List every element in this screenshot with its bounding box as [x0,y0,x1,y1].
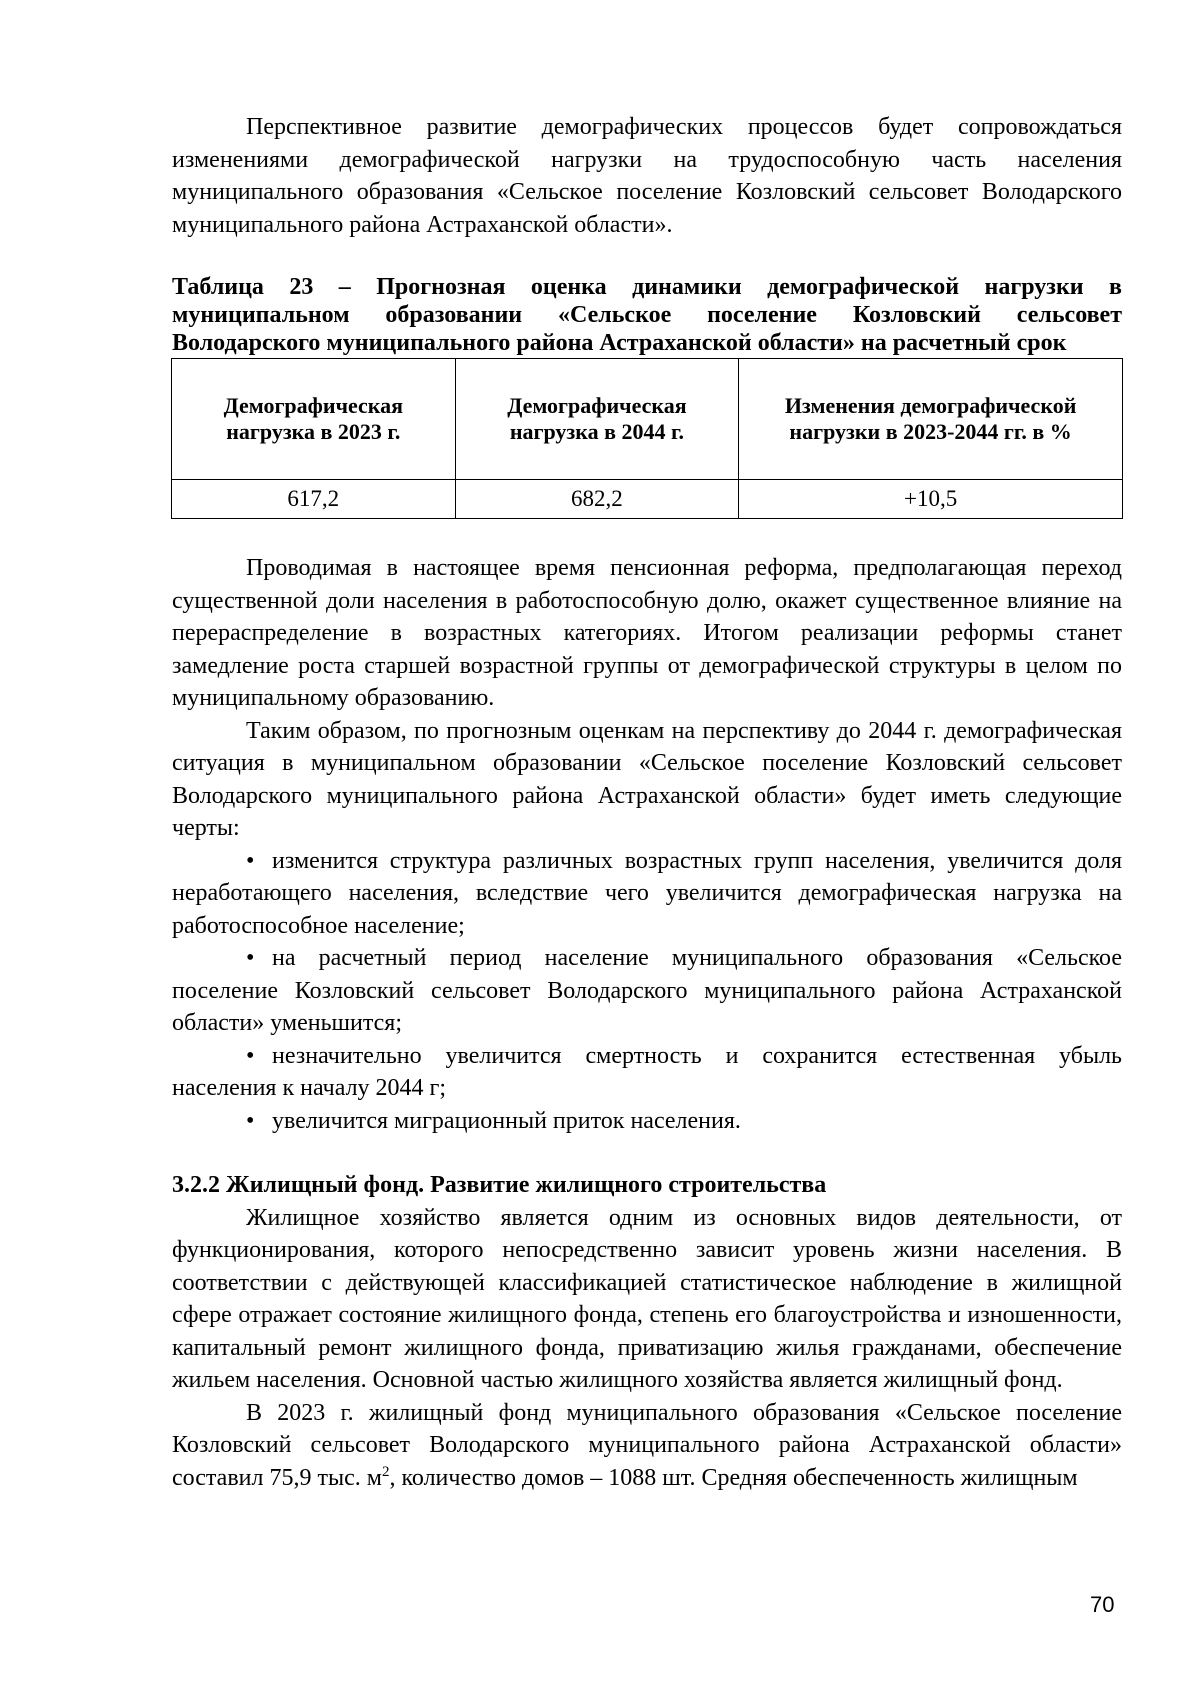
reform-paragraph: Проводимая в настоящее время пенсионная реформа, предполагающая переход существенной доли населения в работоспособную долю, окажет существенное влияние на перераспределение в возрастных категориях. Итогом реализации реформы станет замедление роста старшей возрастной группы от демографической структуры в целом по муниципальному образованию. [172,555,1122,711]
table-header-cell: Демографическая нагрузка в 2044 г. [455,359,739,480]
list-item [172,845,1122,943]
forecast-paragraph: Таким образом, по прогнозным оценкам на перспективу до 2044 г. демографическая ситуация в муниципальном образовании «Сельское поселение Козловский сельсовет Володарского муниципального района Астраханской области» будет иметь следующие черты: [172,717,1122,841]
list-item-text: изменится структура различных возрастных групп населения, увеличится доля неработающего населения, вследствие чего увеличится демографическая нагрузка на работоспособное население; [172,847,1122,939]
intro-paragraph: Перспективное развитие демографических процессов будет сопровождаться изменениями демографической нагрузки на трудоспособную часть населения муниципального образования «Сельское поселение Козловский сельсовет Володарского муниципального района Астраханской области». [172,114,1122,238]
table-row [172,480,1123,519]
demographic-load-table [171,358,1123,519]
housing-stock-text: В 2023 г. жилищный фонд муниципального образования «Сельское поселение Козловский сельсовет Володарского муниципального района Астраханской области» составил 75,9 тыс. м [172,1399,1122,1491]
housing-stock-paragraph [172,1397,1122,1495]
list-item [172,1040,1122,1105]
list-item-text: увеличится миграционный приток населения. [272,1107,741,1134]
bullet-icon: • [246,847,255,874]
bullet-icon: • [246,1107,255,1134]
table-cell: 682,2 [455,480,739,519]
table-header-row [172,359,1123,480]
section-heading: 3.2.2 Жилищный фонд. Развитие жилищного строительства [172,1172,827,1198]
superscript: 2 [381,1463,390,1480]
bullet-icon: • [246,1042,255,1069]
forecast-bullet-list [172,845,1122,1138]
table-cell: +10,5 [739,480,1123,519]
table-caption: Таблица 23 – Прогнозная оценка динамики демографической нагрузки в муниципальном образовании «Сельское поселение Козловский сельсовет Володарского муниципального района Астраханской области» на расчетный срок [172,274,1122,356]
list-item-text: незначительно увеличится смертность и сохранится естественная убыль населения к началу 2044 г; [172,1042,1122,1101]
list-item [172,1105,1122,1138]
housing-stock-text-end: , количество домов – 1088 шт. Средняя обеспеченность жилищным [389,1464,1078,1491]
list-item-text: на расчетный период население муниципального образования «Сельское поселение Козловский сельсовет Володарского муниципального района Астраханской области» уменьшится; [172,945,1122,1036]
table-cell: 617,2 [172,480,456,519]
table-header-cell: Изменения демографической нагрузки в 2023-2044 гг. в % [739,359,1123,480]
page-content [172,111,1122,1494]
bullet-icon: • [246,945,255,971]
list-item [172,942,1122,1040]
page-number: 70 [1090,1592,1115,1617]
table-header-cell: Демографическая нагрузка в 2023 г. [172,359,456,480]
housing-paragraph: Жилищное хозяйство является одним из основных видов деятельности, от функционирования, которого непосредственно зависит уровень жизни населения. В соответствии с действующей классификацией статистическое наблюдение в жилищной сфере отражает состояние жилищного фонда, степень его благоустройства и изношенности, капитальный ремонт жилищного фонда, приватизацию жилья гражданами, обеспечение жильем населения. Основной частью жилищного хозяйства является жилищный фонд. [172,1204,1122,1393]
